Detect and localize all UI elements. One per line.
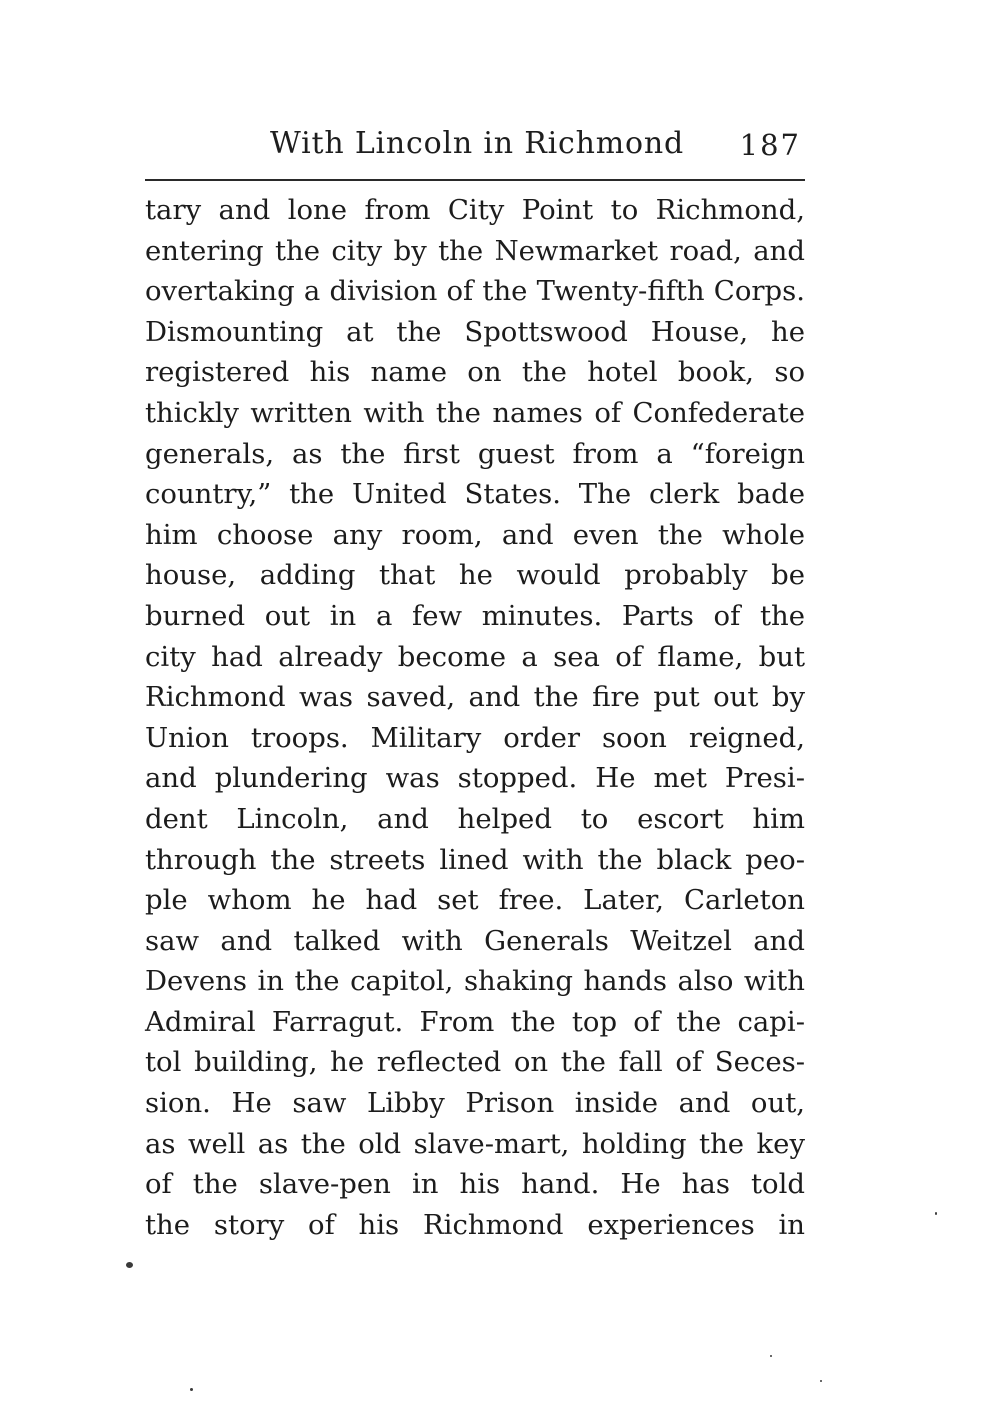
text-line: Richmond was saved, and the fire put out by [145,681,805,714]
scan-speck [820,1380,822,1382]
text-line: and plundering was stopped. He met Presi- [145,762,805,795]
text-line: as well as the old slave-mart, holding the key [145,1127,805,1160]
header-rule [145,179,805,181]
text-line: generals, as the first guest from a “foreign [145,437,805,470]
scan-speck [126,1262,133,1268]
text-line: of the slave-pen in his hand. He has told [145,1168,805,1201]
text-line: registered his name on the hotel book, so [145,356,805,389]
text-line: saw and talked with Generals Weitzel and [145,924,805,957]
text-line: him choose any room, and even the whole [145,518,805,551]
text-line: country,” the United States. The clerk bade [145,478,805,511]
text-line: thickly written with the names of Confederate [145,396,805,429]
text-line: tary and lone from City Point to Richmond, [145,194,805,226]
text-line: tol building, he reflected on the fall of Seces- [145,1046,805,1079]
text-line: burned out in a few minutes. Parts of the [145,599,805,632]
text-line: dent Lincoln, and helped to escort him [145,802,805,835]
text-line: house, adding that he would probably be [145,559,805,592]
text-line: Devens in the capitol, shaking hands also with [145,965,805,998]
scan-speck [935,1212,937,1215]
running-head [145,120,805,170]
text-line: Admiral Farragut. From the top of the capi- [145,1005,805,1038]
text-line: ple whom he had set free. Later, Carleton [145,884,805,917]
page-number: 187 [739,128,801,162]
scan-speck [190,1388,193,1391]
body-text [145,190,805,1245]
text-line: through the streets lined with the black peo- [145,843,805,876]
text-line: Dismounting at the Spottswood House, he [145,315,805,348]
text-line: city had already become a sea of flame, but [145,640,805,673]
text-line: entering the city by the Newmarket road, and [145,234,805,267]
text-line: the story of his Richmond experiences in [145,1208,805,1241]
running-title: With Lincoln in Richmond [270,126,684,161]
text-line: overtaking a division of the Twenty-fifth Corps. [145,275,805,308]
scan-speck [770,1355,772,1357]
text-line: sion. He saw Libby Prison inside and out, [145,1087,805,1120]
text-line: Union troops. Military order soon reigned, [145,721,805,754]
